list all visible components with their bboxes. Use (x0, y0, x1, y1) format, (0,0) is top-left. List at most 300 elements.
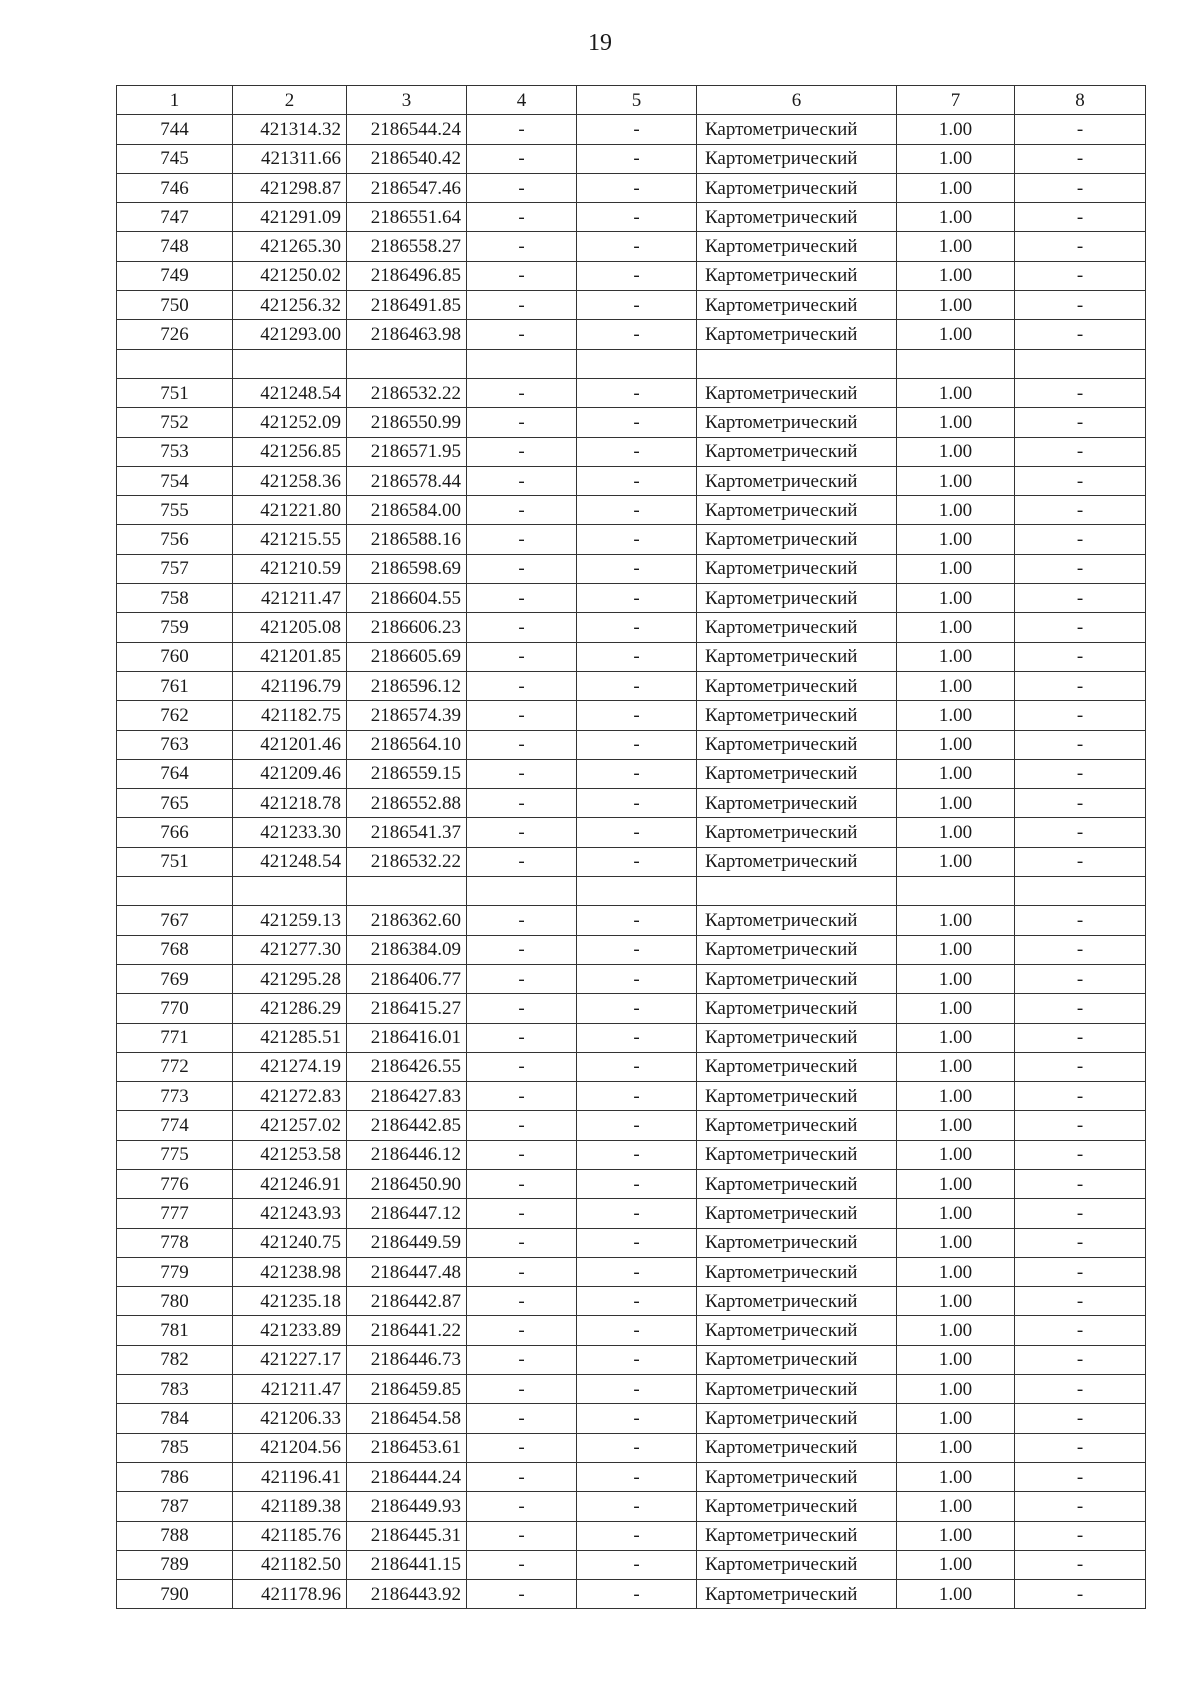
table-cell-col-7 (897, 349, 1015, 378)
table-row (117, 877, 1146, 906)
coordinates-table (116, 85, 1146, 1609)
table-cell-col-6: Картометрический (697, 203, 897, 232)
table-cell-col-4: - (467, 144, 577, 173)
table-cell-col-7: 1.00 (897, 671, 1015, 700)
table-cell-col-5: - (577, 115, 697, 144)
table-cell-col-2: 421314.32 (233, 115, 347, 144)
table-cell-col-1: 780 (117, 1287, 233, 1316)
table-row (117, 1462, 1146, 1491)
header-cell: 7 (897, 86, 1015, 115)
table-cell-col-6: Картометрический (697, 1023, 897, 1052)
table-cell-col-7: 1.00 (897, 1462, 1015, 1491)
table-cell-col-6: Картометрический (697, 730, 897, 759)
table-row (117, 847, 1146, 876)
table-cell-col-2: 421233.30 (233, 818, 347, 847)
table-row (117, 291, 1146, 320)
table-row (117, 1433, 1146, 1462)
table-cell-col-7: 1.00 (897, 1169, 1015, 1198)
table-cell-col-3: 2186547.46 (347, 173, 467, 202)
table-cell-col-8: - (1015, 525, 1146, 554)
table-cell-col-8: - (1015, 1169, 1146, 1198)
table-cell-col-1: 772 (117, 1052, 233, 1081)
table-cell-col-5: - (577, 203, 697, 232)
table-cell-col-6: Картометрический (697, 173, 897, 202)
table-cell-col-2: 421238.98 (233, 1257, 347, 1286)
table-cell-col-7: 1.00 (897, 1580, 1015, 1609)
header-cell: 4 (467, 86, 577, 115)
table-cell-col-2: 421246.91 (233, 1169, 347, 1198)
table-cell-col-4: - (467, 584, 577, 613)
table-cell-col-2 (233, 877, 347, 906)
table-cell-col-6: Картометрический (697, 554, 897, 583)
table-cell-col-4: - (467, 1462, 577, 1491)
table-row (117, 613, 1146, 642)
table-cell-col-3: 2186443.92 (347, 1580, 467, 1609)
table-cell-col-8: - (1015, 642, 1146, 671)
table-row (117, 1082, 1146, 1111)
table-cell-col-8: - (1015, 613, 1146, 642)
table-cell-col-5: - (577, 818, 697, 847)
table-cell-col-2: 421243.93 (233, 1199, 347, 1228)
table-cell-col-4: - (467, 173, 577, 202)
table-row (117, 730, 1146, 759)
table-cell-col-7: 1.00 (897, 496, 1015, 525)
table-row (117, 789, 1146, 818)
table-cell-col-1: 770 (117, 994, 233, 1023)
table-cell-col-4: - (467, 203, 577, 232)
table-cell-col-7: 1.00 (897, 642, 1015, 671)
table-cell-col-2: 421182.75 (233, 701, 347, 730)
table-cell-col-7: 1.00 (897, 964, 1015, 993)
table-cell-col-7: 1.00 (897, 554, 1015, 583)
table-cell-col-8: - (1015, 935, 1146, 964)
table-cell-col-3: 2186540.42 (347, 144, 467, 173)
table-cell-col-7: 1.00 (897, 1404, 1015, 1433)
table-cell-col-1: 762 (117, 701, 233, 730)
table-cell-col-6: Картометрический (697, 1052, 897, 1081)
table-cell-col-3: 2186449.93 (347, 1492, 467, 1521)
table-cell-col-2: 421256.85 (233, 437, 347, 466)
table-cell-col-4: - (467, 759, 577, 788)
table-cell-col-5: - (577, 1257, 697, 1286)
table-cell-col-4: - (467, 1140, 577, 1169)
table-cell-col-4: - (467, 115, 577, 144)
table-cell-col-2: 421201.85 (233, 642, 347, 671)
header-cell: 8 (1015, 86, 1146, 115)
table-cell-col-6: Картометрический (697, 1462, 897, 1491)
table-cell-col-6: Картометрический (697, 642, 897, 671)
table-cell-col-8: - (1015, 173, 1146, 202)
table-row (117, 261, 1146, 290)
table-cell-col-7: 1.00 (897, 115, 1015, 144)
table-cell-col-3: 2186406.77 (347, 964, 467, 993)
table-row (117, 671, 1146, 700)
table-cell-col-3: 2186491.85 (347, 291, 467, 320)
table-cell-col-2: 421189.38 (233, 1492, 347, 1521)
table-cell-col-2: 421205.08 (233, 613, 347, 642)
table-row (117, 408, 1146, 437)
table-cell-col-7: 1.00 (897, 1287, 1015, 1316)
table-row (117, 466, 1146, 495)
table-cell-col-3: 2186442.85 (347, 1111, 467, 1140)
table-cell-col-5: - (577, 1082, 697, 1111)
table-cell-col-1: 786 (117, 1462, 233, 1491)
table-cell-col-3: 2186544.24 (347, 115, 467, 144)
table-header-row (117, 86, 1146, 115)
table-cell-col-2: 421274.19 (233, 1052, 347, 1081)
table-cell-col-7: 1.00 (897, 584, 1015, 613)
table-cell-col-5: - (577, 437, 697, 466)
page-number: 19 (588, 30, 612, 56)
table-cell-col-8: - (1015, 671, 1146, 700)
table-cell-col-7: 1.00 (897, 1140, 1015, 1169)
table-row (117, 203, 1146, 232)
table-cell-col-1: 759 (117, 613, 233, 642)
table-cell-col-3: 2186496.85 (347, 261, 467, 290)
table-cell-col-8: - (1015, 1257, 1146, 1286)
table-cell-col-1: 787 (117, 1492, 233, 1521)
table-cell-col-1: 778 (117, 1228, 233, 1257)
table-row (117, 1199, 1146, 1228)
table-row (117, 320, 1146, 349)
table-cell-col-7: 1.00 (897, 759, 1015, 788)
table-cell-col-1: 749 (117, 261, 233, 290)
table-cell-col-2: 421259.13 (233, 906, 347, 935)
table-cell-col-5: - (577, 261, 697, 290)
table-row (117, 173, 1146, 202)
table-cell-col-4: - (467, 525, 577, 554)
table-cell-col-7: 1.00 (897, 1257, 1015, 1286)
table-cell-col-8: - (1015, 1550, 1146, 1579)
table-cell-col-4: - (467, 1257, 577, 1286)
table-row (117, 554, 1146, 583)
table-cell-col-2: 421277.30 (233, 935, 347, 964)
table-cell-col-1: 761 (117, 671, 233, 700)
table-cell-col-2 (233, 349, 347, 378)
table-cell-col-5: - (577, 554, 697, 583)
table-cell-col-3: 2186454.58 (347, 1404, 467, 1433)
table-cell-col-2: 421286.29 (233, 994, 347, 1023)
table-cell-col-3: 2186459.85 (347, 1375, 467, 1404)
table-cell-col-3: 2186571.95 (347, 437, 467, 466)
table-row (117, 232, 1146, 261)
header-cell: 5 (577, 86, 697, 115)
table-cell-col-3: 2186606.23 (347, 613, 467, 642)
table-cell-col-7: 1.00 (897, 378, 1015, 407)
table-cell-col-6: Картометрический (697, 613, 897, 642)
table-cell-col-4: - (467, 1111, 577, 1140)
table-cell-col-5: - (577, 584, 697, 613)
table-cell-col-4: - (467, 964, 577, 993)
table-cell-col-3: 2186558.27 (347, 232, 467, 261)
table-cell-col-1: 766 (117, 818, 233, 847)
table-cell-col-5: - (577, 1052, 697, 1081)
table-cell-col-6: Картометрический (697, 818, 897, 847)
table-cell-col-2: 421204.56 (233, 1433, 347, 1462)
table-cell-col-7: 1.00 (897, 613, 1015, 642)
table-cell-col-2: 421240.75 (233, 1228, 347, 1257)
table-cell-col-1: 754 (117, 466, 233, 495)
table-cell-col-2: 421285.51 (233, 1023, 347, 1052)
table-cell-col-6: Картометрический (697, 144, 897, 173)
table-row (117, 1287, 1146, 1316)
table-cell-col-8: - (1015, 1580, 1146, 1609)
table-cell-col-1: 771 (117, 1023, 233, 1052)
table-cell-col-3: 2186441.15 (347, 1550, 467, 1579)
table-cell-col-4: - (467, 642, 577, 671)
table-cell-col-5: - (577, 642, 697, 671)
table-cell-col-1: 757 (117, 554, 233, 583)
table-cell-col-2: 421221.80 (233, 496, 347, 525)
table-cell-col-8: - (1015, 203, 1146, 232)
table-cell-col-3: 2186450.90 (347, 1169, 467, 1198)
header-cell: 6 (697, 86, 897, 115)
table-cell-col-6: Картометрический (697, 408, 897, 437)
table-row (117, 1492, 1146, 1521)
table-cell-col-2: 421311.66 (233, 144, 347, 173)
table-cell-col-4: - (467, 291, 577, 320)
table-cell-col-6: Картометрический (697, 671, 897, 700)
table-cell-col-3: 2186559.15 (347, 759, 467, 788)
table-cell-col-7: 1.00 (897, 906, 1015, 935)
table-cell-col-5: - (577, 496, 697, 525)
table-cell-col-5: - (577, 1140, 697, 1169)
table-cell-col-1: 779 (117, 1257, 233, 1286)
table-cell-col-7: 1.00 (897, 1023, 1015, 1052)
table-row (117, 1375, 1146, 1404)
table-cell-col-8: - (1015, 906, 1146, 935)
table-cell-col-8: - (1015, 701, 1146, 730)
table-cell-col-3: 2186447.12 (347, 1199, 467, 1228)
table-cell-col-6: Картометрический (697, 1140, 897, 1169)
table-cell-col-4: - (467, 466, 577, 495)
table-cell-col-6: Картометрический (697, 525, 897, 554)
table-cell-col-5: - (577, 1199, 697, 1228)
table-cell-col-6: Картометрический (697, 496, 897, 525)
table-cell-col-8: - (1015, 232, 1146, 261)
table-cell-col-8: - (1015, 1404, 1146, 1433)
table-cell-col-3: 2186416.01 (347, 1023, 467, 1052)
table-row (117, 1169, 1146, 1198)
table-cell-col-6: Картометрический (697, 789, 897, 818)
table-cell-col-6: Картометрический (697, 701, 897, 730)
table-cell-col-1: 750 (117, 291, 233, 320)
table-cell-col-1: 760 (117, 642, 233, 671)
table-cell-col-5: - (577, 1580, 697, 1609)
table-cell-col-5: - (577, 1433, 697, 1462)
table-cell-col-1: 784 (117, 1404, 233, 1433)
table-cell-col-1: 782 (117, 1345, 233, 1374)
table-cell-col-3: 2186532.22 (347, 378, 467, 407)
table-cell-col-5: - (577, 994, 697, 1023)
table-cell-col-4: - (467, 1580, 577, 1609)
table-cell-col-2: 421256.32 (233, 291, 347, 320)
table-cell-col-8: - (1015, 759, 1146, 788)
table-cell-col-1: 768 (117, 935, 233, 964)
table-cell-col-4: - (467, 1199, 577, 1228)
table-cell-col-1: 773 (117, 1082, 233, 1111)
table-cell-col-4: - (467, 1433, 577, 1462)
table-cell-col-7: 1.00 (897, 1521, 1015, 1550)
table-cell-col-6: Картометрический (697, 291, 897, 320)
table-cell-col-8: - (1015, 1433, 1146, 1462)
table-cell-col-2: 421215.55 (233, 525, 347, 554)
table-cell-col-3: 2186447.48 (347, 1257, 467, 1286)
table-cell-col-3: 2186362.60 (347, 906, 467, 935)
table-cell-col-1: 726 (117, 320, 233, 349)
table-cell-col-8: - (1015, 378, 1146, 407)
table-cell-col-8: - (1015, 496, 1146, 525)
table-cell-col-6: Картометрический (697, 847, 897, 876)
table-cell-col-4: - (467, 671, 577, 700)
table-cell-col-8: - (1015, 789, 1146, 818)
table-cell-col-5: - (577, 1462, 697, 1491)
table-cell-col-2: 421265.30 (233, 232, 347, 261)
table-cell-col-1: 790 (117, 1580, 233, 1609)
table-cell-col-8: - (1015, 1023, 1146, 1052)
table-cell-col-1 (117, 877, 233, 906)
table-cell-col-7: 1.00 (897, 1199, 1015, 1228)
table-cell-col-7: 1.00 (897, 203, 1015, 232)
table-cell-col-8: - (1015, 1375, 1146, 1404)
table-cell-col-3: 2186596.12 (347, 671, 467, 700)
table-cell-col-3: 2186574.39 (347, 701, 467, 730)
table-cell-col-1: 751 (117, 847, 233, 876)
table-cell-col-6: Картометрический (697, 1404, 897, 1433)
table-cell-col-7: 1.00 (897, 1492, 1015, 1521)
table-cell-col-3: 2186604.55 (347, 584, 467, 613)
table-row (117, 1316, 1146, 1345)
table-cell-col-7: 1.00 (897, 525, 1015, 554)
table-cell-col-8: - (1015, 1521, 1146, 1550)
table-cell-col-7: 1.00 (897, 994, 1015, 1023)
table-cell-col-2: 421211.47 (233, 584, 347, 613)
table-cell-col-5: - (577, 759, 697, 788)
table-cell-col-6: Картометрический (697, 1169, 897, 1198)
table-cell-col-3 (347, 877, 467, 906)
table-row (117, 818, 1146, 847)
table-cell-col-1: 781 (117, 1316, 233, 1345)
table-cell-col-4: - (467, 1404, 577, 1433)
table-cell-col-7: 1.00 (897, 1550, 1015, 1579)
table-row (117, 759, 1146, 788)
table-cell-col-6: Картометрический (697, 964, 897, 993)
table-cell-col-2: 421227.17 (233, 1345, 347, 1374)
table-cell-col-5: - (577, 1521, 697, 1550)
table-cell-col-8: - (1015, 320, 1146, 349)
table-cell-col-1: 764 (117, 759, 233, 788)
table-cell-col-1: 745 (117, 144, 233, 173)
table-cell-col-8: - (1015, 1462, 1146, 1491)
table-cell-col-4: - (467, 1521, 577, 1550)
table-cell-col-8: - (1015, 964, 1146, 993)
table-cell-col-4: - (467, 1316, 577, 1345)
table-cell-col-3: 2186427.83 (347, 1082, 467, 1111)
table-cell-col-1: 744 (117, 115, 233, 144)
table-cell-col-1: 769 (117, 964, 233, 993)
table-cell-col-1: 767 (117, 906, 233, 935)
table-cell-col-8: - (1015, 144, 1146, 173)
table-cell-col-5: - (577, 173, 697, 202)
table-cell-col-7: 1.00 (897, 1111, 1015, 1140)
table-cell-col-7: 1.00 (897, 1316, 1015, 1345)
table-cell-col-7: 1.00 (897, 173, 1015, 202)
table-cell-col-1 (117, 349, 233, 378)
table-cell-col-5: - (577, 935, 697, 964)
table-cell-col-3: 2186605.69 (347, 642, 467, 671)
table-cell-col-5: - (577, 730, 697, 759)
table-cell-col-5: - (577, 613, 697, 642)
table-cell-col-6: Картометрический (697, 1316, 897, 1345)
table-cell-col-7: 1.00 (897, 291, 1015, 320)
table-row (117, 584, 1146, 613)
table-cell-col-3: 2186588.16 (347, 525, 467, 554)
table-cell-col-6: Картометрический (697, 378, 897, 407)
table-cell-col-4: - (467, 408, 577, 437)
table-cell-col-4: - (467, 935, 577, 964)
table-cell-col-8: - (1015, 994, 1146, 1023)
table-cell-col-3: 2186441.22 (347, 1316, 467, 1345)
header-cell: 3 (347, 86, 467, 115)
table-cell-col-7: 1.00 (897, 1375, 1015, 1404)
table-cell-col-6: Картометрический (697, 1199, 897, 1228)
table-cell-col-4: - (467, 847, 577, 876)
table-cell-col-3: 2186551.64 (347, 203, 467, 232)
table-cell-col-4: - (467, 1550, 577, 1579)
table-cell-col-2: 421248.54 (233, 847, 347, 876)
table-cell-col-7: 1.00 (897, 730, 1015, 759)
table-cell-col-8: - (1015, 584, 1146, 613)
table-cell-col-7 (897, 877, 1015, 906)
table-cell-col-1: 788 (117, 1521, 233, 1550)
table-cell-col-5: - (577, 1287, 697, 1316)
table-cell-col-1: 763 (117, 730, 233, 759)
table-row (117, 1023, 1146, 1052)
table-cell-col-1: 789 (117, 1550, 233, 1579)
table-cell-col-2: 421178.96 (233, 1580, 347, 1609)
table-row (117, 437, 1146, 466)
table-cell-col-4: - (467, 1169, 577, 1198)
table-cell-col-6: Картометрический (697, 1521, 897, 1550)
table-row (117, 1550, 1146, 1579)
table-cell-col-4: - (467, 701, 577, 730)
table-cell-col-3: 2186550.99 (347, 408, 467, 437)
table-cell-col-2: 421218.78 (233, 789, 347, 818)
table-cell-col-4: - (467, 378, 577, 407)
table-cell-col-2: 421209.46 (233, 759, 347, 788)
table-cell-col-8: - (1015, 1111, 1146, 1140)
table-cell-col-1: 774 (117, 1111, 233, 1140)
table-cell-col-1: 752 (117, 408, 233, 437)
table-cell-col-8: - (1015, 554, 1146, 583)
table-cell-col-4: - (467, 906, 577, 935)
table-cell-col-8: - (1015, 466, 1146, 495)
table-cell-col-7: 1.00 (897, 1082, 1015, 1111)
table-cell-col-4: - (467, 1492, 577, 1521)
table-cell-col-7: 1.00 (897, 437, 1015, 466)
table-cell-col-3: 2186578.44 (347, 466, 467, 495)
table-cell-col-8: - (1015, 818, 1146, 847)
table-cell-col-3: 2186564.10 (347, 730, 467, 759)
table-cell-col-3: 2186384.09 (347, 935, 467, 964)
table-cell-col-5 (577, 349, 697, 378)
table-cell-col-6 (697, 349, 897, 378)
table-cell-col-2: 421210.59 (233, 554, 347, 583)
table-cell-col-7: 1.00 (897, 818, 1015, 847)
table-cell-col-5: - (577, 291, 697, 320)
table-cell-col-4: - (467, 496, 577, 525)
table-cell-col-1: 785 (117, 1433, 233, 1462)
